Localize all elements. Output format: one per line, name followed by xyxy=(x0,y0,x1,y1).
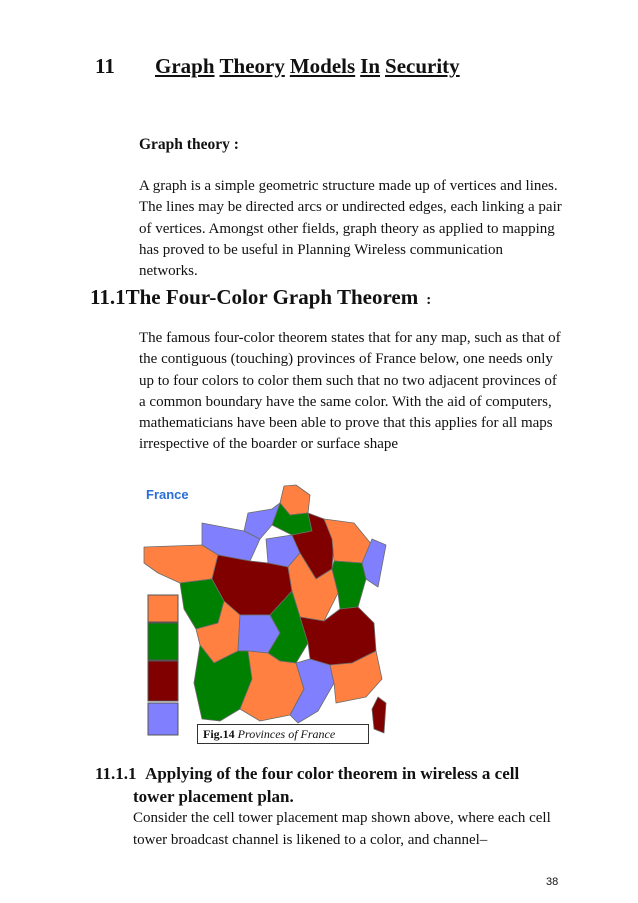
section-title: The Four-Color Graph Theorem xyxy=(125,285,419,309)
chapter-title-word: Models xyxy=(289,54,356,78)
map-title: France xyxy=(146,487,189,502)
subsection-title-line1: Applying of the four color theorem in wireless a cell xyxy=(145,764,520,783)
page-number: 38 xyxy=(546,876,559,888)
subheading-graph-theory: Graph theory : xyxy=(139,136,239,153)
subsection-title-line2: tower placement plan. xyxy=(133,787,294,806)
subsection-heading xyxy=(95,762,575,808)
legend-swatch-lavender xyxy=(148,703,178,735)
france-map-figure xyxy=(140,483,390,745)
province xyxy=(332,561,366,609)
province xyxy=(372,697,386,733)
section-number: 11.1 xyxy=(90,285,126,309)
chapter-title-word: In xyxy=(360,54,381,78)
chapter-title-word: Security xyxy=(385,54,460,78)
paragraph-graph-definition: A graph is a simple geometric structure made up of vertices and lines. The lines may be directed arcs or undirected edges, each linking a pair of vertices. Amongst other fields, graph theory as applied to mapping has proved to be useful in Planning Wireless communication networks. xyxy=(139,178,562,280)
section-colon: : xyxy=(426,292,432,308)
chapter-title xyxy=(155,54,465,79)
section-heading xyxy=(90,285,431,310)
chapter-number: 11 xyxy=(95,54,115,78)
subsection-number: 11.1.1 xyxy=(95,764,137,783)
paragraph-cell-tower: Consider the cell tower placement map shown above, where each cell tower broadcast channel is likened to a color, and channel– xyxy=(133,810,551,848)
paragraph-four-color-theorem: The famous four-color theorem states that for any map, such as that of the contiguous (touching) provinces of France below, one needs only up to four colors to color them such that no two adjacent provinces of a common boundary have the same color. With the aid of computers, mathematicians have been able to prove that this applies for all maps irrespective of the boarder or surface shape xyxy=(139,330,561,453)
chapter-title-word: Theory xyxy=(219,54,285,78)
province xyxy=(144,545,218,583)
legend-swatch-orange xyxy=(148,595,178,622)
figure-caption xyxy=(197,724,369,744)
figure-label: Fig.14 xyxy=(203,727,235,741)
figure-caption-text: Provinces of France xyxy=(237,727,336,741)
legend-swatch-maroon xyxy=(148,661,178,701)
legend-swatch-green xyxy=(148,623,178,660)
chapter-title-word: Graph xyxy=(155,54,215,78)
